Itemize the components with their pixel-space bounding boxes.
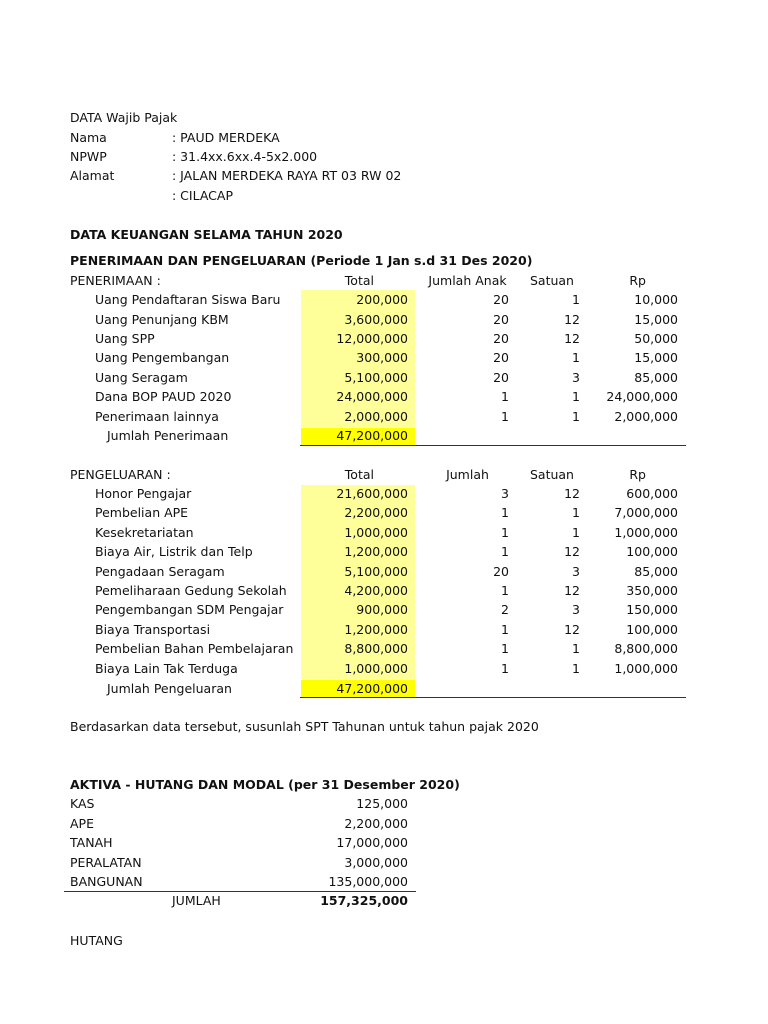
row-rp: 1,000,000 bbox=[614, 661, 678, 676]
row-rp: 85,000 bbox=[634, 564, 678, 579]
row-label: APE bbox=[70, 816, 94, 831]
row-label: KAS bbox=[70, 796, 95, 811]
aktiva-total-rule bbox=[64, 891, 416, 892]
row-jumlah: 20 bbox=[493, 370, 509, 385]
row-satuan: 1 bbox=[572, 389, 580, 404]
pengeluaran-total-value: 47,200,000 bbox=[336, 681, 408, 696]
row-label: Pembelian APE bbox=[95, 505, 189, 520]
aktiva-total-value: 157,325,000 bbox=[320, 893, 408, 908]
row-total: 1,000,000 bbox=[344, 525, 408, 540]
pengeluaran-total-rule bbox=[300, 697, 686, 698]
row-satuan: 1 bbox=[572, 409, 580, 424]
row-label: Penerimaan lainnya bbox=[95, 409, 219, 424]
penerimaan-total-label: Jumlah Penerimaan bbox=[107, 428, 229, 443]
row-satuan: 1 bbox=[572, 350, 580, 365]
row-total: 1,000,000 bbox=[344, 661, 408, 676]
row-rp: 1,000,000 bbox=[614, 525, 678, 540]
pengeluaran-header-rp: Rp bbox=[629, 467, 646, 482]
row-jumlah: 1 bbox=[501, 661, 509, 676]
row-satuan: 12 bbox=[564, 331, 580, 346]
row-rp: 100,000 bbox=[626, 544, 678, 559]
row-label: PERALATAN bbox=[70, 855, 142, 870]
row-total: 5,100,000 bbox=[344, 564, 408, 579]
row-value: 2,200,000 bbox=[344, 816, 408, 831]
row-total: 3,600,000 bbox=[344, 312, 408, 327]
penerimaan-total-rule bbox=[300, 445, 686, 446]
row-value: 3,000,000 bbox=[344, 855, 408, 870]
row-label: Uang Pengembangan bbox=[95, 350, 230, 365]
row-label: Dana BOP PAUD 2020 bbox=[95, 389, 232, 404]
row-rp: 10,000 bbox=[634, 292, 678, 307]
row-rp: 100,000 bbox=[626, 622, 678, 637]
row-satuan: 12 bbox=[564, 622, 580, 637]
row-total: 1,200,000 bbox=[344, 622, 408, 637]
row-jumlah: 20 bbox=[493, 350, 509, 365]
row-label: Uang Seragam bbox=[95, 370, 188, 385]
row-rp: 7,000,000 bbox=[614, 505, 678, 520]
row-total: 21,600,000 bbox=[336, 486, 408, 501]
row-satuan: 1 bbox=[572, 505, 580, 520]
row-rp: 350,000 bbox=[626, 583, 678, 598]
row-label: Pengembangan SDM Pengajar bbox=[95, 602, 284, 617]
row-rp: 8,800,000 bbox=[614, 641, 678, 656]
row-total: 300,000 bbox=[356, 350, 408, 365]
row-label: Uang SPP bbox=[95, 331, 155, 346]
pengeluaran-header-jumlah: Jumlah bbox=[446, 467, 489, 482]
row-satuan: 1 bbox=[572, 641, 580, 656]
row-label: Biaya Air, Listrik dan Telp bbox=[95, 544, 253, 559]
row-jumlah: 20 bbox=[493, 331, 509, 346]
row-rp: 600,000 bbox=[626, 486, 678, 501]
row-label: Pembelian Bahan Pembelajaran bbox=[95, 641, 294, 656]
row-jumlah: 1 bbox=[501, 409, 509, 424]
row-label: Kesekretariatan bbox=[95, 525, 194, 540]
penerimaan-header-satuan: Satuan bbox=[529, 273, 574, 288]
row-rp: 15,000 bbox=[634, 312, 678, 327]
row-satuan: 3 bbox=[572, 602, 580, 617]
pengeluaran-header-label: PENGELUARAN : bbox=[70, 467, 171, 482]
row-jumlah: 2 bbox=[501, 602, 509, 617]
row-rp: 2,000,000 bbox=[614, 409, 678, 424]
row-total: 12,000,000 bbox=[336, 331, 408, 346]
field-label-alamat: Alamat bbox=[70, 168, 115, 183]
row-jumlah: 1 bbox=[501, 583, 509, 598]
row-total: 8,800,000 bbox=[344, 641, 408, 656]
row-label: Honor Pengajar bbox=[95, 486, 192, 501]
row-jumlah: 1 bbox=[501, 505, 509, 520]
row-value: 135,000,000 bbox=[328, 874, 408, 889]
penerimaan-header-rp: Rp bbox=[629, 273, 646, 288]
row-label: Pemeliharaan Gedung Sekolah bbox=[95, 583, 287, 598]
row-label: Pengadaan Seragam bbox=[95, 564, 225, 579]
aktiva-title: AKTIVA - HUTANG DAN MODAL (per 31 Desember 2020) bbox=[70, 777, 460, 792]
pengeluaran-total-label: Jumlah Pengeluaran bbox=[107, 681, 232, 696]
penerimaan-total-value: 47,200,000 bbox=[336, 428, 408, 443]
row-label: TANAH bbox=[70, 835, 113, 850]
field-label-npwp: NPWP bbox=[70, 149, 107, 164]
row-jumlah: 20 bbox=[493, 312, 509, 327]
field-value-npwp: : 31.4xx.6xx.4-5x2.000 bbox=[172, 149, 318, 164]
row-jumlah: 1 bbox=[501, 641, 509, 656]
row-rp: 50,000 bbox=[634, 331, 678, 346]
row-jumlah: 1 bbox=[501, 622, 509, 637]
field-value-kota: : CILACAP bbox=[172, 188, 233, 203]
row-rp: 150,000 bbox=[626, 602, 678, 617]
field-value-alamat: : JALAN MERDEKA RAYA RT 03 RW 02 bbox=[172, 168, 402, 183]
row-satuan: 3 bbox=[572, 564, 580, 579]
row-satuan: 1 bbox=[572, 661, 580, 676]
row-jumlah: 1 bbox=[501, 525, 509, 540]
row-jumlah: 20 bbox=[493, 292, 509, 307]
financial-title: DATA KEUANGAN SELAMA TAHUN 2020 bbox=[70, 227, 343, 242]
row-total: 24,000,000 bbox=[336, 389, 408, 404]
row-satuan: 12 bbox=[564, 544, 580, 559]
instruction-text: Berdasarkan data tersebut, susunlah SPT Tahunan untuk tahun pajak 2020 bbox=[70, 719, 539, 734]
row-value: 17,000,000 bbox=[336, 835, 408, 850]
row-total: 4,200,000 bbox=[344, 583, 408, 598]
financial-subtitle: PENERIMAAN DAN PENGELUARAN (Periode 1 Jan s.d 31 Des 2020) bbox=[70, 253, 533, 268]
row-jumlah: 3 bbox=[501, 486, 509, 501]
row-total: 1,200,000 bbox=[344, 544, 408, 559]
penerimaan-header-label: PENERIMAAN : bbox=[70, 273, 161, 288]
pengeluaran-header-satuan: Satuan bbox=[529, 467, 574, 482]
row-label: Uang Pendaftaran Siswa Baru bbox=[95, 292, 281, 307]
row-satuan: 1 bbox=[572, 292, 580, 307]
row-rp: 15,000 bbox=[634, 350, 678, 365]
row-satuan: 12 bbox=[564, 583, 580, 598]
row-total: 900,000 bbox=[356, 602, 408, 617]
row-total: 2,200,000 bbox=[344, 505, 408, 520]
row-jumlah: 1 bbox=[501, 544, 509, 559]
row-jumlah: 20 bbox=[493, 564, 509, 579]
row-satuan: 12 bbox=[564, 312, 580, 327]
row-satuan: 12 bbox=[564, 486, 580, 501]
row-total: 5,100,000 bbox=[344, 370, 408, 385]
pengeluaran-header-total: Total bbox=[344, 467, 374, 482]
penerimaan-header-jumlah: Jumlah Anak bbox=[428, 273, 507, 288]
row-satuan: 1 bbox=[572, 525, 580, 540]
field-label-nama: Nama bbox=[70, 130, 107, 145]
row-label: Uang Penunjang KBM bbox=[95, 312, 229, 327]
taxpayer-heading: DATA Wajib Pajak bbox=[70, 110, 178, 125]
row-label: Biaya Lain Tak Terduga bbox=[95, 661, 238, 676]
row-jumlah: 1 bbox=[501, 389, 509, 404]
row-total: 2,000,000 bbox=[344, 409, 408, 424]
hutang-heading: HUTANG bbox=[70, 933, 123, 948]
row-satuan: 3 bbox=[572, 370, 580, 385]
row-rp: 85,000 bbox=[634, 370, 678, 385]
row-total: 200,000 bbox=[356, 292, 408, 307]
row-label: BANGUNAN bbox=[70, 874, 143, 889]
aktiva-total-label: JUMLAH bbox=[172, 893, 221, 908]
row-rp: 24,000,000 bbox=[606, 389, 678, 404]
row-label: Biaya Transportasi bbox=[95, 622, 211, 637]
penerimaan-header-total: Total bbox=[344, 273, 374, 288]
field-value-nama: : PAUD MERDEKA bbox=[172, 130, 280, 145]
row-value: 125,000 bbox=[356, 796, 408, 811]
